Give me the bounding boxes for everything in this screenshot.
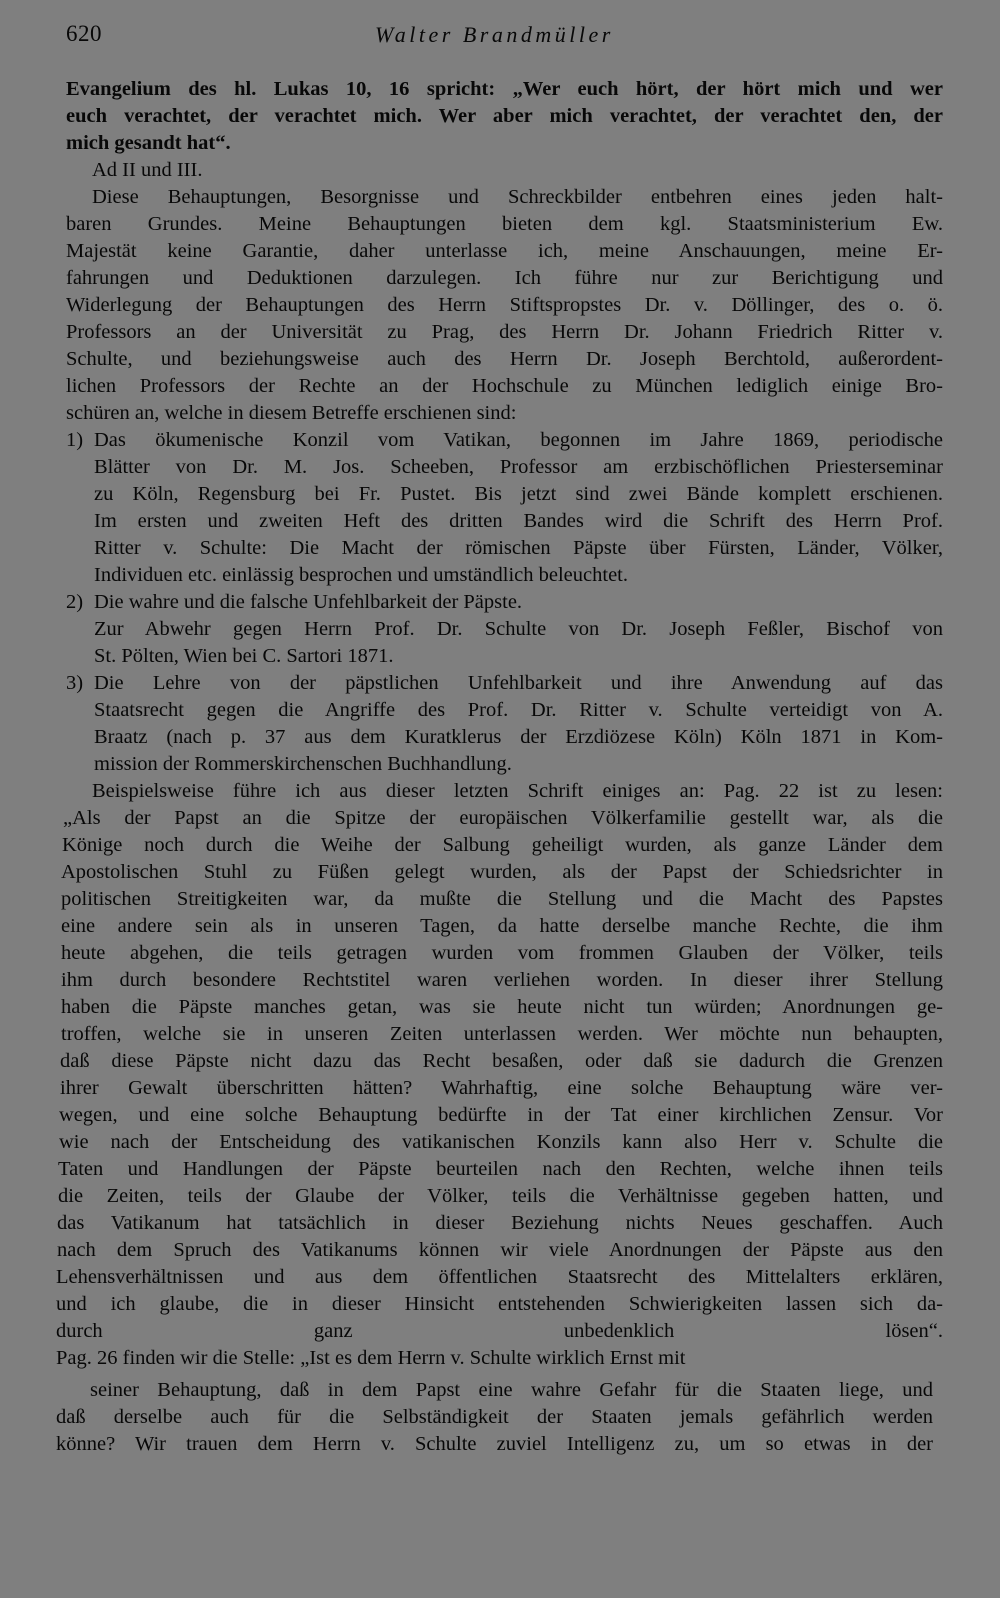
text-line: durch ganz unbedenklich lösen“.	[56, 1320, 943, 1342]
text-line: Lehensverhältnissen und aus dem öffentlichen Staatsrecht des Mittelalters erklären,	[56, 1266, 943, 1288]
text-line: politischen Streitigkeiten war, da mußte die Stellung und die Macht des Papstes	[61, 888, 943, 910]
text-line: könne? Wir trauen dem Herrn v. Schulte zuviel Intelligenz zu, um so etwas in der	[56, 1433, 933, 1455]
text-line: Evangelium des hl. Lukas 10, 16 spricht: „Wer euch hört, der hört mich und wer	[66, 78, 943, 100]
running-head: Walter Brandmüller	[375, 22, 614, 47]
text-line: Ritter v. Schulte: Die Macht der römischen Päpste über Fürsten, Länder, Völker,	[94, 537, 943, 559]
text-line	[56, 1458, 933, 1485]
text-line: die Zeiten, teils der Glaube der Völker, teils die Verhältnisse gegeben hatten, und	[58, 1185, 943, 1207]
text-line: wegen, und eine solche Behauptung bedürfte in der Tat einer kirchlichen Zensur. Vor	[59, 1104, 943, 1126]
text-line: ihm durch besondere Rechtstitel waren verliehen worden. In dieser ihrer Stellung	[61, 969, 943, 991]
text-line: euch verachtet, der verachtet mich. Wer aber mich verachtet, der verachtet den, der	[66, 105, 943, 127]
list-number: 3)	[66, 672, 84, 694]
text-line: ihrer Gewalt überschritten hätten? Wahrhaftig, eine solche Behauptung wäre ver-	[60, 1077, 943, 1099]
text-line: Zur Abwehr gegen Herrn Prof. Dr. Schulte von Dr. Joseph Feßler, Bischof von	[94, 618, 943, 640]
text-line: Diese Behauptungen, Besorgnisse und Schreckbilder entbehren eines jeden halt-	[92, 186, 943, 208]
text-line: zu Köln, Regensburg bei Fr. Pustet. Bis jetzt sind zwei Bände komplett erschienen.	[94, 483, 943, 505]
text-line: und ich glaube, die in dieser Hinsicht entstehenden Schwierigkeiten lassen sich da-	[56, 1293, 943, 1315]
text-line: daß derselbe auch für die Selbständigkeit der Staaten jemals gefährlich werden	[56, 1406, 933, 1428]
text-line: schüren an, welche in diesem Betreffe erschienen sind:	[66, 402, 517, 424]
text-line: wie nach der Entscheidung des vatikanischen Konzils kann also Herr v. Schulte die	[59, 1131, 943, 1153]
text-line: Apostolischen Stuhl zu Füßen gelegt wurden, als der Papst der Schiedsrichter in	[61, 861, 943, 883]
text-line: das Vatikanum hat tatsächlich in dieser Beziehung nichts Neues geschaffen. Auch	[57, 1212, 943, 1234]
list-number: 1)	[66, 429, 84, 451]
text-line: Braatz (nach p. 37 aus dem Kuratklerus der Erzdiözese Köln) Köln 1871 in Kom-	[94, 726, 943, 748]
text-line: Taten und Handlungen der Päpste beurteilen nach den Rechten, welche ihnen teils	[58, 1158, 943, 1180]
list-number: 2)	[66, 591, 84, 613]
text-line: Widerlegung der Behauptungen des Herrn Stiftspropstes Dr. v. Döllinger, des o. ö.	[66, 294, 943, 316]
text-line: Schulte, und beziehungsweise auch des Herrn Dr. Joseph Berchtold, außerordent-	[66, 348, 943, 370]
text-line: Majestät keine Garantie, daher unterlasse ich, meine Anschauungen, meine Er-	[66, 240, 943, 262]
text-line: haben die Päpste manches getan, was sie heute nicht tun würden; Anordnungen ge-	[61, 996, 943, 1018]
text-line: Ad II und III.	[92, 159, 203, 181]
text-line: Die Lehre von der päpstlichen Unfehlbarkeit und ihre Anwendung auf das	[94, 672, 943, 694]
text-line: lichen Professors der Rechte an der Hochschule zu München lediglich einige Bro-	[66, 375, 943, 397]
text-line: Könige noch durch die Weihe der Salbung geheiligt wurden, als ganze Länder dem	[62, 834, 943, 856]
text-line: Blätter von Dr. M. Jos. Scheeben, Professor am erzbischöflichen Priesterseminar	[94, 456, 943, 478]
page-number: 620	[66, 21, 102, 46]
text-line: baren Grundes. Meine Behauptungen bieten dem kgl. Staatsministerium Ew.	[66, 213, 943, 235]
text-line: nach dem Spruch des Vatikanums können wir viele Anordnungen der Päpste aus den	[57, 1239, 943, 1261]
text-line: Individuen etc. einlässig besprochen und umständlich beleuchtet.	[94, 564, 628, 586]
text-line: mich gesandt hat“.	[66, 132, 231, 154]
text-line: Pag. 26 finden wir die Stelle: „Ist es dem Herrn v. Schulte wirklich Ernst mit	[56, 1347, 686, 1369]
text-line: Professors an der Universität zu Prag, des Herrn Dr. Johann Friedrich Ritter v.	[66, 321, 943, 343]
text-line: daß diese Päpste nicht dazu das Recht besaßen, oder daß sie dadurch die Grenzen	[60, 1050, 943, 1072]
text-line: heute abgehen, die teils getragen wurden vom frommen Glauben der Völker, teils	[61, 942, 943, 964]
text-line: „Als der Papst an die Spitze der europäischen Völkerfamilie gestellt war, als die	[63, 807, 943, 829]
text-line: Im ersten und zweiten Heft des dritten Bandes wird die Schrift des Herrn Prof.	[94, 510, 943, 532]
page-header	[66, 21, 946, 55]
text-line: Das ökumenische Konzil vom Vatikan, begonnen im Jahre 1869, periodische	[94, 429, 943, 451]
text-line: seiner Behauptung, daß in dem Papst eine wahre Gefahr für die Staaten liege, und	[90, 1379, 933, 1401]
text-line: troffen, welche sie in unseren Zeiten unterlassen werden. Wer möchte nun behaupten,	[61, 1023, 943, 1045]
text-line: Die wahre und die falsche Unfehlbarkeit der Päpste.	[94, 591, 523, 613]
text-line: Beispielsweise führe ich aus dieser letzten Schrift einiges an: Pag. 22 ist zu lesen:	[92, 780, 943, 802]
text-line: mission der Rommerskirchenschen Buchhandlung.	[94, 753, 512, 775]
text-line: fahrungen und Deduktionen darzulegen. Ich führe nur zur Berichtigung und	[66, 267, 943, 289]
text-line: eine andere sein als in unseren Tagen, da hatte derselbe manche Rechte, die ihm	[61, 915, 943, 937]
text-line: Staatsrecht gegen die Angriffe des Prof. Dr. Ritter v. Schulte verteidigt von A.	[94, 699, 943, 721]
text-line: St. Pölten, Wien bei C. Sartori 1871.	[94, 645, 394, 667]
